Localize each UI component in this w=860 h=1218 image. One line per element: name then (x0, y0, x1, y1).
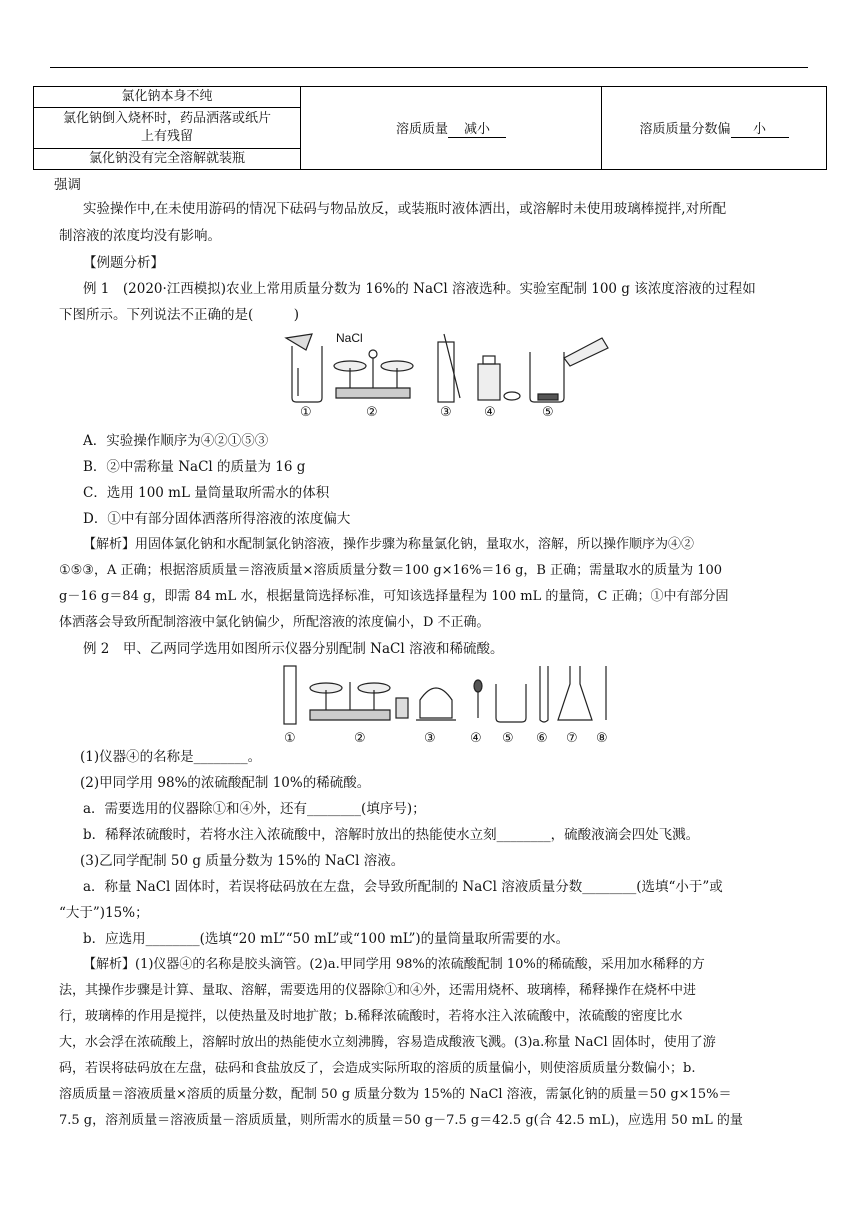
ex1-line-2: 下图所示。下列说法不正确的是( ) (59, 307, 300, 323)
ex2-analysis-2: 法，其操作步骤是计算、量取、溶解，需要选用的仪器除①和④外，还需用烧杯、玻璃棒，稀释操作在烧杯中进 (59, 983, 697, 998)
header-rule (50, 67, 808, 68)
fig2-label-7: ⑦ (566, 731, 578, 746)
ex2-q3a-1: a．称量 NaCl 固体时，若误将砝码放在左盘，会导致所配制的 NaCl 溶液质量分数________(选填“小于”或 (83, 879, 723, 895)
figure-1 (280, 328, 620, 418)
ex2-analysis-6: 溶质质量＝溶液质量×溶质的质量分数，配制 50 g 质量分数为 15%的 NaCl 溶液，需氯化钠的质量＝50 g×15%＝ (59, 1087, 732, 1102)
ex1-analysis-1: 【解析】用固体氯化钠和水配制氯化钠溶液，操作步骤为称量氯化钠，量取水，溶解，所以操作顺序为④② (83, 537, 695, 552)
ex1-option-d: D．①中有部分固体洒落所得溶液的浓度偏大 (83, 511, 351, 527)
ex1-analysis-4: 体洒落会导致所配制溶液中氯化钠偏少，所配溶液的浓度偏小，D 不正确。 (59, 615, 490, 630)
fig1-label-4: ④ (484, 405, 496, 418)
ex1-analysis-3: g－16 g＝84 g，即需 84 mL 水，根据量筒选择标准，可知该选择量程为 100 mL 的量筒，C 正确；①中有部分固 (59, 589, 729, 604)
ex2-analysis-3: 行，玻璃棒的作用是搅拌，以使热量及时地扩散；b.稀释浓硫酸时，若将水注入浓硫酸中，浓硫酸的密度比水 (59, 1009, 683, 1024)
fig1-label-2: ② (366, 405, 378, 418)
ex2-q2a: a．需要选用的仪器除①和④外，还有________(填序号)； (83, 801, 426, 817)
ex2-line-1: 例 2 甲、乙两同学选用如图所示仪器分别配制 NaCl 溶液和稀硫酸。 (83, 641, 504, 657)
table-cell-fraction: 溶质质量分数偏 小 (602, 87, 827, 170)
ex2-q2b: b．稀释浓硫酸时，若将水注入浓硫酸中，溶解时放出的热能使水立刻________，硫酸液滴会四处飞溅。 (83, 827, 700, 843)
ex2-q3a-2: “大于”)15%； (59, 905, 149, 921)
fig2-label-2: ② (354, 731, 366, 746)
error-table (33, 86, 827, 170)
emphasis-title: 强调 (54, 177, 81, 193)
ex2-q3b: b．应选用________(选填“20 mL”“50 mL”或“100 mL”)的量筒量取所需要的水。 (83, 931, 570, 947)
ex1-option-b: B．②中需称量 NaCl 的质量为 16 g (83, 459, 306, 475)
fig1-label-5: ⑤ (542, 405, 554, 418)
table-cell-solute-mass: 溶质质量 减小 (301, 87, 602, 170)
ex2-q3: (3)乙同学配制 50 g 质量分数为 15%的 NaCl 溶液。 (80, 853, 405, 869)
ex1-option-c: C．选用 100 mL 量筒量取所需水的体积 (83, 485, 330, 501)
answer-small: 小 (731, 118, 789, 138)
answer-decrease: 减小 (448, 118, 506, 138)
fig2-label-6: ⑥ (536, 731, 548, 746)
ex1-analysis-2: ①⑤③，A 正确；根据溶质质量＝溶液质量×溶质质量分数＝100 g×16%＝16 g，B 正确；需量取水的质量为 100 (59, 563, 723, 578)
table-cell-undissolved: 氯化钠没有完全溶解就装瓶 (34, 149, 301, 170)
ex1-option-a: A．实验操作顺序为④②①⑤③ (83, 433, 269, 449)
ex2-analysis-5: 码，若误将砝码放在左盘，砝码和食盐放反了，会造成实际所取的溶质的质量偏小，则使溶质质量分数偏小；b. (59, 1061, 696, 1076)
ex2-analysis-4: 大，水会浮在浓硫酸上，溶解时放出的热能使水立刻沸腾，容易造成酸液飞溅。(3)a.称量 NaCl 固体时，使用了游 (59, 1035, 716, 1050)
table-cell-impure: 氯化钠本身不纯 (34, 87, 301, 108)
table-cell-spill: 氯化钠倒入烧杯时，药品洒落或纸片 上有残留 (34, 108, 301, 149)
fig1-label-1: ① (300, 405, 312, 418)
emphasis-line-1: 实验操作中,在未使用游码的情况下砝码与物品放反，或装瓶时液体洒出，或溶解时未使用玻璃棒搅拌,对所配 (83, 201, 727, 217)
fig2-label-5: ⑤ (502, 731, 514, 746)
ex2-q1: (1)仪器④的名称是________。 (80, 749, 262, 765)
fig1-label-3: ③ (440, 405, 452, 418)
ex1-line-1: 例 1 (2020·江西模拟)农业上常用质量分数为 16%的 NaCl 溶液选种。实验室配制 100 g 该浓度溶液的过程如 (83, 281, 756, 297)
figure-2 (270, 662, 630, 746)
ex2-analysis-7: 7.5 g，溶剂质量＝溶液质量－溶质质量，则所需水的质量＝50 g－7.5 g＝42.5 g(合 42.5 mL)，应选用 50 mL 的量 (59, 1113, 743, 1128)
section-title: 【例题分析】 (83, 255, 164, 271)
fig2-label-3: ③ (424, 731, 436, 746)
ex2-analysis-1: 【解析】(1)仪器④的名称是胶头滴管。(2)a.甲同学用 98%的浓硫酸配制 10%的稀硫酸，采用加水稀释的方 (83, 957, 705, 972)
nacl-label: NaCl (336, 331, 363, 345)
ex2-q2: (2)甲同学用 98%的浓硫酸配制 10%的稀硫酸。 (80, 775, 371, 791)
figure-2-drawing (270, 662, 630, 746)
fig2-label-4: ④ (470, 731, 482, 746)
fig2-label-8: ⑧ (596, 731, 608, 746)
emphasis-line-2: 制溶液的浓度均没有影响。 (59, 228, 221, 244)
figure-1-drawing (280, 328, 620, 418)
fig2-label-1: ① (284, 731, 296, 746)
